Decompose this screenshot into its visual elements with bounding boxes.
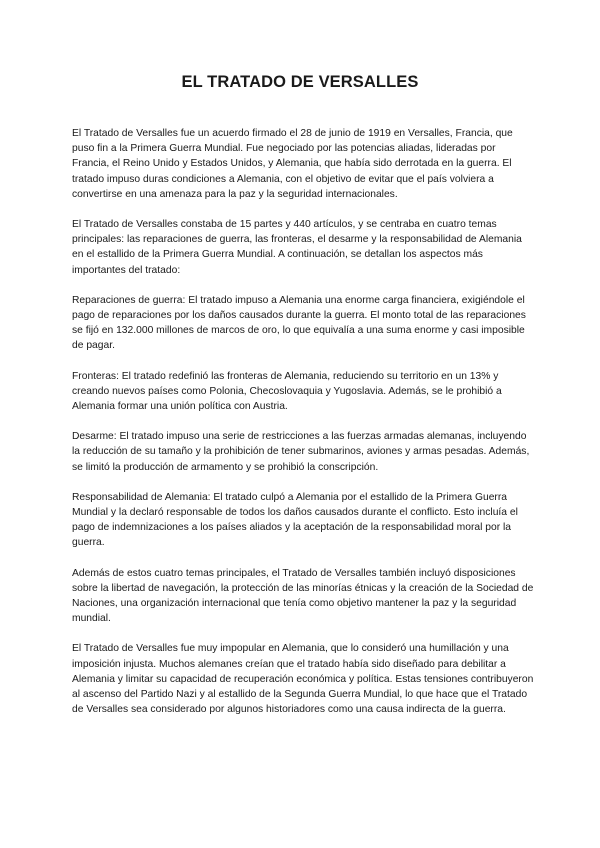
document-title: EL TRATADO DE VERSALLES — [181, 73, 419, 91]
paragraph-disarmament: Desarme: El tratado impuso una serie de restricciones a las fuerzas armadas alemanas, incluyendo la reducción de su tamaño y la prohibición de tener submarinos, aviones y armas pesadas. Además, se limitó la producción de armamento y se prohibió la conscripción. — [72, 431, 530, 473]
paragraph-reparations: Reparaciones de guerra: El tratado impuso a Alemania una enorme carga financiera, exigiéndole el pago de reparaciones por los daños causados durante la guerra. El monto total de las reparaciones se fijó en 132.000 millones de marcos de oro, lo que equivalía a una suma enorme y casi imposible de pagar. — [72, 294, 526, 352]
paragraph-intro: El Tratado de Versalles fue un acuerdo firmado el 28 de junio de 1919 en Versalles, Francia, que puso fin a la Primera Guerra Mundial. Fue negociado por las potencias aliadas, lideradas por Francia, el Reino Unido y Estados Unidos, y Alemania, que había sido derrotada en la guerra. El tratado impuso duras condiciones a Alemania, con el objetivo de evitar que el país volviera a convertirse en una amenaza para la paz y la seguridad internacionales. — [72, 128, 513, 200]
paragraph-responsibility: Responsabilidad de Alemania: El tratado culpó a Alemania por el estallido de la Primera Guerra Mundial y la declaró responsable de todos los daños causados durante el conflicto. Esto incluía el pago de indemnizaciones a los países aliados y la aceptación de la responsabilidad moral por la guerra. — [72, 491, 518, 549]
document-body — [72, 126, 534, 733]
paragraph-consequences: El Tratado de Versalles fue muy impopular en Alemania, que lo consideró una humillación y una imposición injusta. Muchos alemanes creían que el tratado había sido diseñado para debilitar a Alemania y limitar su capacidad de recuperación económica y política. Estas tensiones contribuyeron al ascenso del Partido Nazi y al estallido de la Segunda Guerra Mundial, lo que hace que el Tratado de Versalles sea considerado por algunos historiadores como una causa indirecta de la guerra. — [72, 643, 534, 716]
paragraph-structure: El Tratado de Versalles constaba de 15 partes y 440 artículos, y se centraba en cuatro temas principales: las reparaciones de guerra, las fronteras, el desarme y la responsabilidad de Alemania en el estallido de la Primera Guerra Mundial. A continuación, se detallan los aspectos más importantes del tratado: — [72, 219, 522, 276]
paragraph-other-provisions: Además de estos cuatro temas principales, el Tratado de Versalles también incluyó disposiciones sobre la libertad de navegación, la protección de las minorías étnicas y la creación de la Sociedad de Naciones, una organización internacional que tenía como objetivo mantener la paz y la seguridad mundial. — [72, 567, 534, 625]
paragraph-borders: Fronteras: El tratado redefinió las fronteras de Alemania, reduciendo su territorio en un 13% y creando nuevos países como Polonia, Checoslovaquia y Yugoslavia. Además, se le prohibió a Alemania formar una unión política con Austria. — [72, 370, 502, 413]
